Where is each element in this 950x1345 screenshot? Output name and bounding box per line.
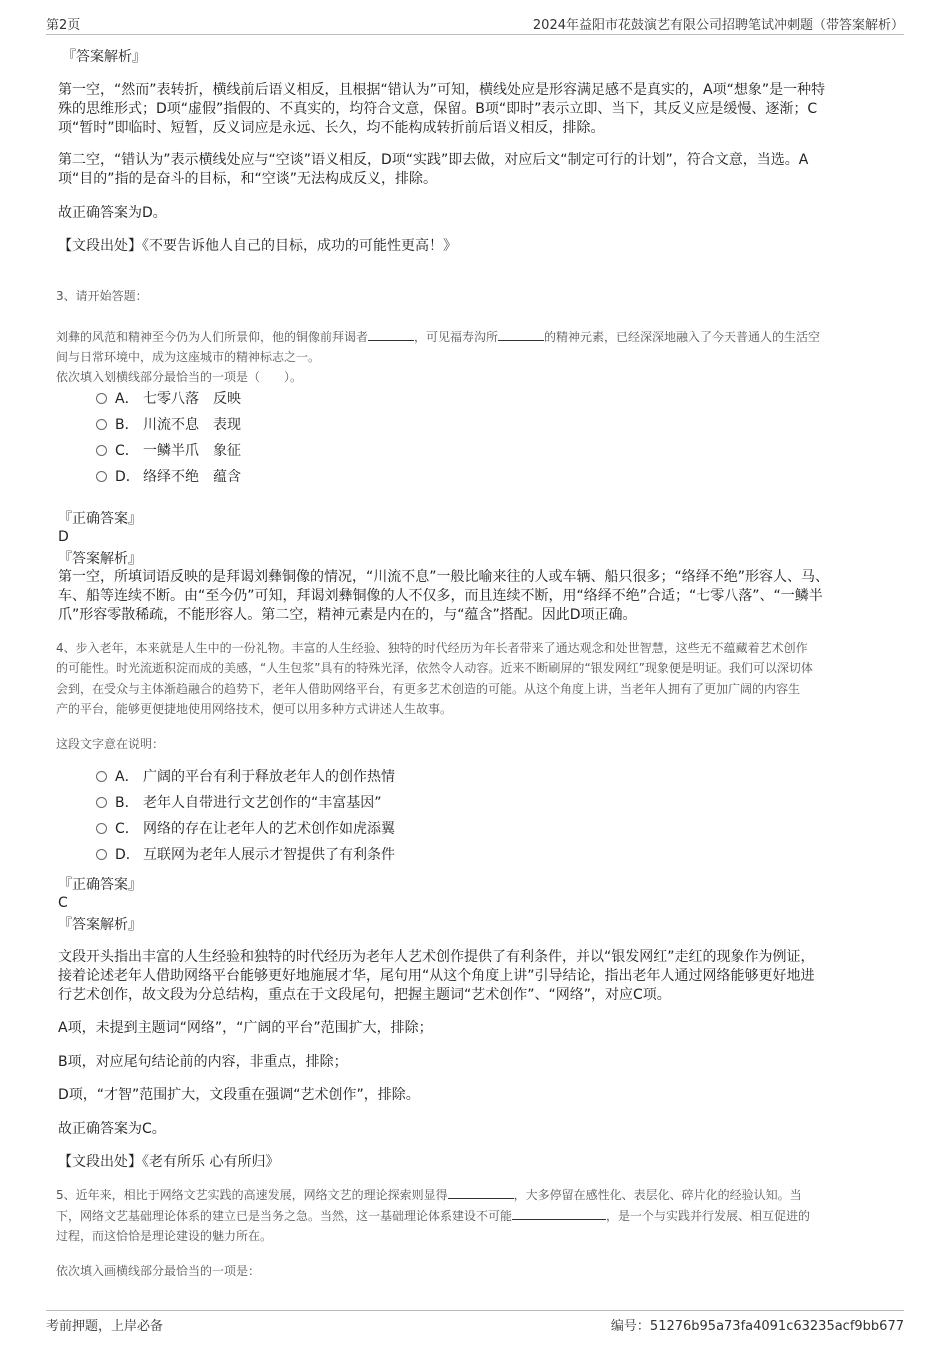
analysis-line: 爪”形容零散稀疏，不能形容人。第二空，精神元素是内在的，与“蕴含”搭配。因此D项正确。: [58, 607, 637, 623]
option-c[interactable]: C． 网络的存在让老年人的艺术创作如虎添翼: [96, 819, 395, 839]
answer-analysis-label: 『答案解析』: [62, 49, 146, 65]
question-stem-line: 间与日常环境中，成为这座城市的精神标志之一。: [56, 350, 321, 364]
question-instruction: 这段文字意在说明：: [56, 737, 165, 751]
analysis-paragraph-line: 项“目的”指的是奋斗的目标，和“空谈”无法构成反义，排除。: [58, 171, 438, 187]
question-stem: 5、近年来，相比于网络文艺实践的高速发展，网络文艺的理论探索则显得 ，大多停留在感性化、表层化、碎片化的经验认知。当: [56, 1188, 802, 1202]
correct-answer-label: 『正确答案』: [58, 877, 142, 893]
conclusion: 故正确答案为C。: [58, 1121, 166, 1137]
correct-answer-label: 『正确答案』: [58, 511, 142, 527]
option-d[interactable]: D． 互联网为老年人展示才智提供了有利条件: [96, 845, 395, 865]
document-title: 2024年益阳市花鼓演艺有限公司招聘笔试冲刺题（带答案解析）: [532, 18, 904, 33]
analysis-paragraph-line: 第二空，“错认为”表示横线处应与“空谈”语义相反，D项“实践”即去做，对应后文“制定可行的计划”，符合文意，当选。A: [58, 152, 809, 168]
answer-analysis-label: 『答案解析』: [58, 551, 142, 567]
option-note: B项，对应尾句结论前的内容，非重点，排除；: [58, 1054, 348, 1070]
analysis-paragraph-line: 项“暂时”即临时、短暂，反义词应是永远、长久，均不能构成转折前后语义相反，排除。: [58, 120, 605, 136]
question-stem-line: 过程，而这恰恰是理论建设的魅力所在。: [56, 1229, 273, 1243]
radio-icon[interactable]: [96, 393, 107, 404]
radio-icon[interactable]: [96, 419, 107, 430]
fill-blank: [368, 340, 414, 341]
analysis-line: 行艺术创作，故文段为分总结构，重点在于文段尾句，把握主题词“艺术创作”、“网络”，对应C项。: [58, 987, 671, 1003]
fill-blank: [448, 1198, 514, 1199]
source-citation: 【文段出处】《不要告诉他人自己的目标，成功的可能性更高！》: [58, 238, 457, 254]
option-c[interactable]: C． 一鳞半爪 象征: [96, 441, 241, 461]
page-number: 第2页: [46, 18, 81, 33]
radio-icon[interactable]: [96, 797, 107, 808]
question-stem-line: 4、步入老年，本来就是人生中的一份礼物。丰富的人生经验、独特的时代经历为年长者带来了通达观念和处世智慧，这些无不蕴藏着艺术创作: [56, 641, 808, 655]
correct-answer: C: [58, 895, 68, 911]
radio-icon[interactable]: [96, 849, 107, 860]
correct-answer: D: [58, 529, 69, 545]
question-stem-line: 产的平台，能够更便捷地使用网络技术，便可以用多种方式讲述人生故事。: [56, 702, 453, 716]
analysis-paragraph-line: 殊的思维形式；D项“虚假”指假的、不真实的，均符合文意，保留。B项“即时”表示立即、当下，其反义应是缓慢、逐渐；C: [58, 101, 818, 117]
question-stem: 刘彝的风范和精神至今仍为人们所景仰，他的铜像前拜谒者 ，可见福寿沟所 的精神元素，已经深深地融入了今天普通人的生活空: [56, 330, 821, 344]
question-stem-line: 的可能性。时光流逝积淀而成的美感，“人生包浆”具有的特殊光泽，依然令人动容。近来不断刷屏的“银发网红”现象便是明证。我们可以深切体: [56, 661, 813, 675]
fill-blank: [512, 1219, 606, 1220]
conclusion: 故正确答案为D。: [58, 205, 167, 221]
question-prompt: 3、请开始答题：: [56, 289, 148, 303]
analysis-line: 接着论述老年人借助网络平台能够更好地施展才华，尾句用“从这个角度上讲”引导结论，指出老年人通过网络能够更好地进: [58, 968, 815, 984]
source-citation: 【文段出处】《老有所乐 心有所归》: [58, 1154, 280, 1170]
question-instruction: 依次填入划横线部分最恰当的一项是（ ）。: [56, 370, 303, 384]
fill-blank: [498, 340, 544, 341]
option-note: D项，“才智”范围扩大，文段重在强调“艺术创作”，排除。: [58, 1087, 420, 1103]
option-b[interactable]: B． 老年人自带进行文艺创作的“丰富基因”: [96, 793, 382, 813]
radio-icon[interactable]: [96, 445, 107, 456]
radio-icon[interactable]: [96, 823, 107, 834]
question-stem-line: 会到，在受众与主体渐趋融合的趋势下，老年人借助网络平台，有更多艺术创造的可能。从这个角度上讲，当老年人拥有了更加广阔的内容生: [56, 682, 801, 696]
radio-icon[interactable]: [96, 771, 107, 782]
analysis-line: 第一空，所填词语反映的是拜谒刘彝铜像的情况，“川流不息”一般比喻来往的人或车辆、船只很多；“络绎不绝”形容人、马、: [58, 569, 830, 585]
answer-analysis-label: 『答案解析』: [58, 917, 142, 933]
footer-slogan: 考前押题，上岸必备: [46, 1319, 164, 1334]
analysis-paragraph-line: 第一空，“然而”表转折，横线前后语义相反，且根据“错认为”可知，横线处应是形容满足感不是真实的，A项“想象”是一种特: [58, 82, 826, 98]
question-instruction: 依次填入画横线部分最恰当的一项是：: [56, 1264, 261, 1278]
question-stem: 下，网络文艺基础理论体系的建立已是当务之急。当然，这一基础理论体系建设不可能 ，是一个与实践并行发展、相互促进的: [56, 1209, 811, 1223]
option-note: A项，未提到主题词“网络”，“广阔的平台”范围扩大，排除；: [58, 1020, 433, 1036]
option-b[interactable]: B． 川流不息 表现: [96, 415, 241, 435]
option-d[interactable]: D． 络绎不绝 蕴含: [96, 467, 241, 487]
page-header: [46, 12, 904, 35]
analysis-line: 车、船等连续不断。由“至今仍”可知，拜谒刘彝铜像的人不仅多，而且连续不断，用“络绎不绝”合适；“七零八落”、“一鳞半: [58, 588, 823, 604]
option-a[interactable]: A． 七零八落 反映: [96, 389, 241, 409]
page-footer: [46, 1310, 904, 1337]
analysis-line: 文段开头指出丰富的人生经验和独特的时代经历为老年人艺术创作提供了有利条件，并以“银发网红”走红的现象作为例证，: [58, 949, 815, 965]
radio-icon[interactable]: [96, 471, 107, 482]
option-a[interactable]: A． 广阔的平台有利于释放老年人的创作热情: [96, 767, 395, 787]
document-id: 编号：51276b95a73fa4091c63235acf9bb677: [610, 1319, 904, 1334]
